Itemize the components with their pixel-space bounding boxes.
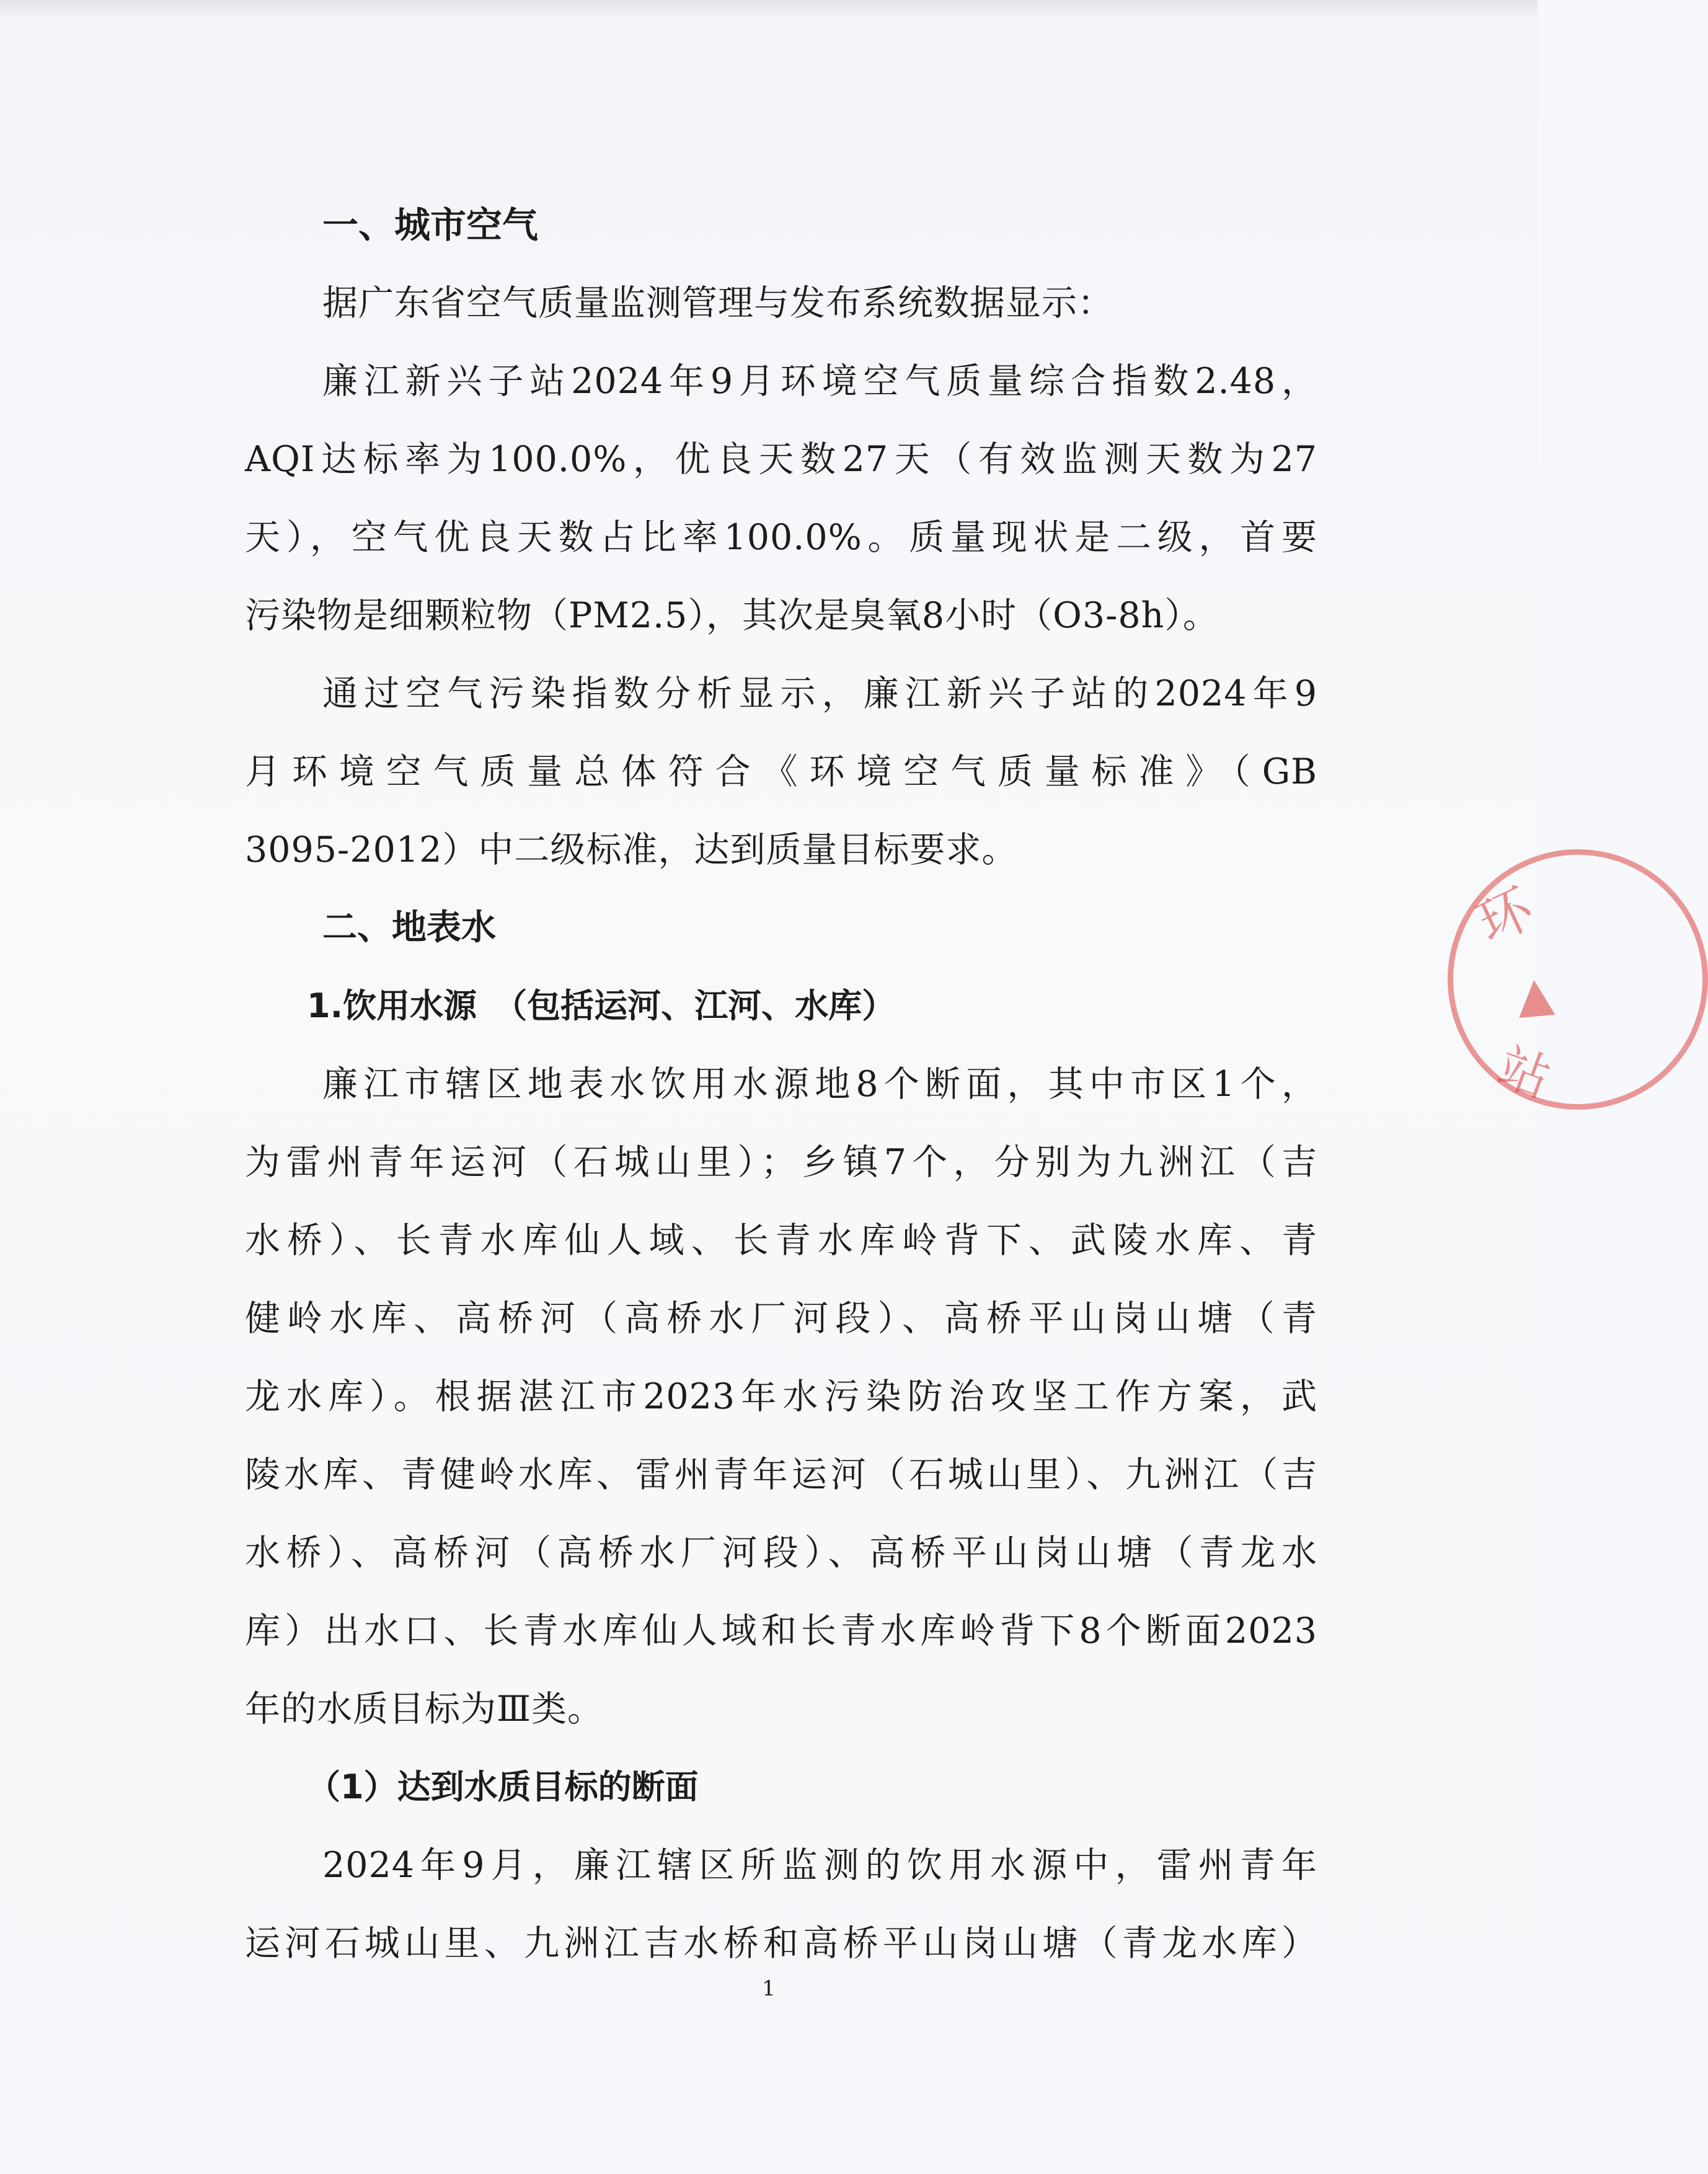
- official-seal-stamp: [1448, 849, 1708, 1110]
- paragraph-line: 为雷州青年运河（石城山里）；乡镇7个，分别为九洲江（吉: [245, 1142, 1317, 1183]
- paragraph-line: AQI达标率为100.0%，优良天数27天（有效监测天数为27: [245, 439, 1317, 480]
- paragraph-air-quality-standard: [245, 655, 1317, 889]
- scan-edge-shadow: [0, 0, 1538, 19]
- paragraph-line: 廉江新兴子站2024年9月环境空气质量综合指数2.48，: [322, 361, 1317, 402]
- paragraph-line: 2024年9月，廉江辖区所监测的饮用水源中，雷州青年: [322, 1845, 1317, 1886]
- paragraph-line: 水桥）、高桥河（高桥水厂河段）、高桥平山岗山塘（青龙水: [245, 1532, 1317, 1573]
- paragraph-air-quality-summary: [245, 342, 1317, 655]
- paragraph-data-source: [245, 264, 1317, 342]
- paragraph-line: 通过空气污染指数分析显示，廉江新兴子站的2024年9: [322, 673, 1317, 714]
- svg-text:站: 站: [1490, 1036, 1559, 1110]
- paragraph-line: 3095-2012）中二级标准，达到质量目标要求。: [245, 829, 1018, 870]
- svg-text:环: 环: [1468, 877, 1543, 956]
- paragraph-water-sources: [245, 1045, 1317, 1748]
- seal-graphic: [1453, 855, 1702, 1110]
- page-number: 1: [762, 1976, 776, 2001]
- subsection-heading-target-met: （1）达到水质目标的断面: [307, 1767, 699, 1806]
- paragraph-line: 据广东省空气质量监测管理与发布系统数据显示：: [322, 283, 1113, 324]
- paragraph-line: 月环境空气质量总体符合《环境空气质量标准》（GB: [245, 751, 1317, 792]
- paragraph-line: 陵水库、青健岭水库、雷州青年运河（石城山里）、九洲江（吉: [245, 1454, 1317, 1495]
- paragraph-line: 库）出水口、长青水库仙人域和长青水库岭背下8个断面2023: [245, 1611, 1317, 1651]
- paragraph-line: 年的水质目标为Ⅲ类。: [245, 1689, 603, 1730]
- paragraph-line: 廉江市辖区地表水饮用水源地8个断面，其中市区1个，: [322, 1064, 1317, 1105]
- svg-text:▲: ▲: [1515, 965, 1556, 1024]
- subsection-heading-drinking-water: 1.饮用水源 （包括运河、江河、水库）: [307, 986, 896, 1025]
- paragraph-line: 运河石城山里、九洲江吉水桥和高桥平山岗山塘（青龙水库）: [245, 1923, 1317, 1964]
- paragraph-line: 健岭水库、高桥河（高桥水厂河段）、高桥平山岗山塘（青: [245, 1298, 1317, 1339]
- section-heading-city-air: 一、城市空气: [322, 204, 539, 246]
- paragraph-line: 污染物是细颗粒物（PM2.5），其次是臭氧8小时（O3-8h）。: [245, 595, 1219, 636]
- paragraph-line: 天），空气优良天数占比率100.0%。质量现状是二级，首要: [245, 517, 1317, 558]
- paragraph-line: 龙水库）。根据湛江市2023年水污染防治攻坚工作方案，武: [245, 1376, 1317, 1417]
- document-body: [245, 186, 1317, 1982]
- paragraph-target-met: [245, 1826, 1317, 1982]
- paragraph-line: 水桥）、长青水库仙人域、长青水库岭背下、武陵水库、青: [245, 1220, 1317, 1261]
- section-heading-surface-water: 二、地表水: [322, 908, 496, 948]
